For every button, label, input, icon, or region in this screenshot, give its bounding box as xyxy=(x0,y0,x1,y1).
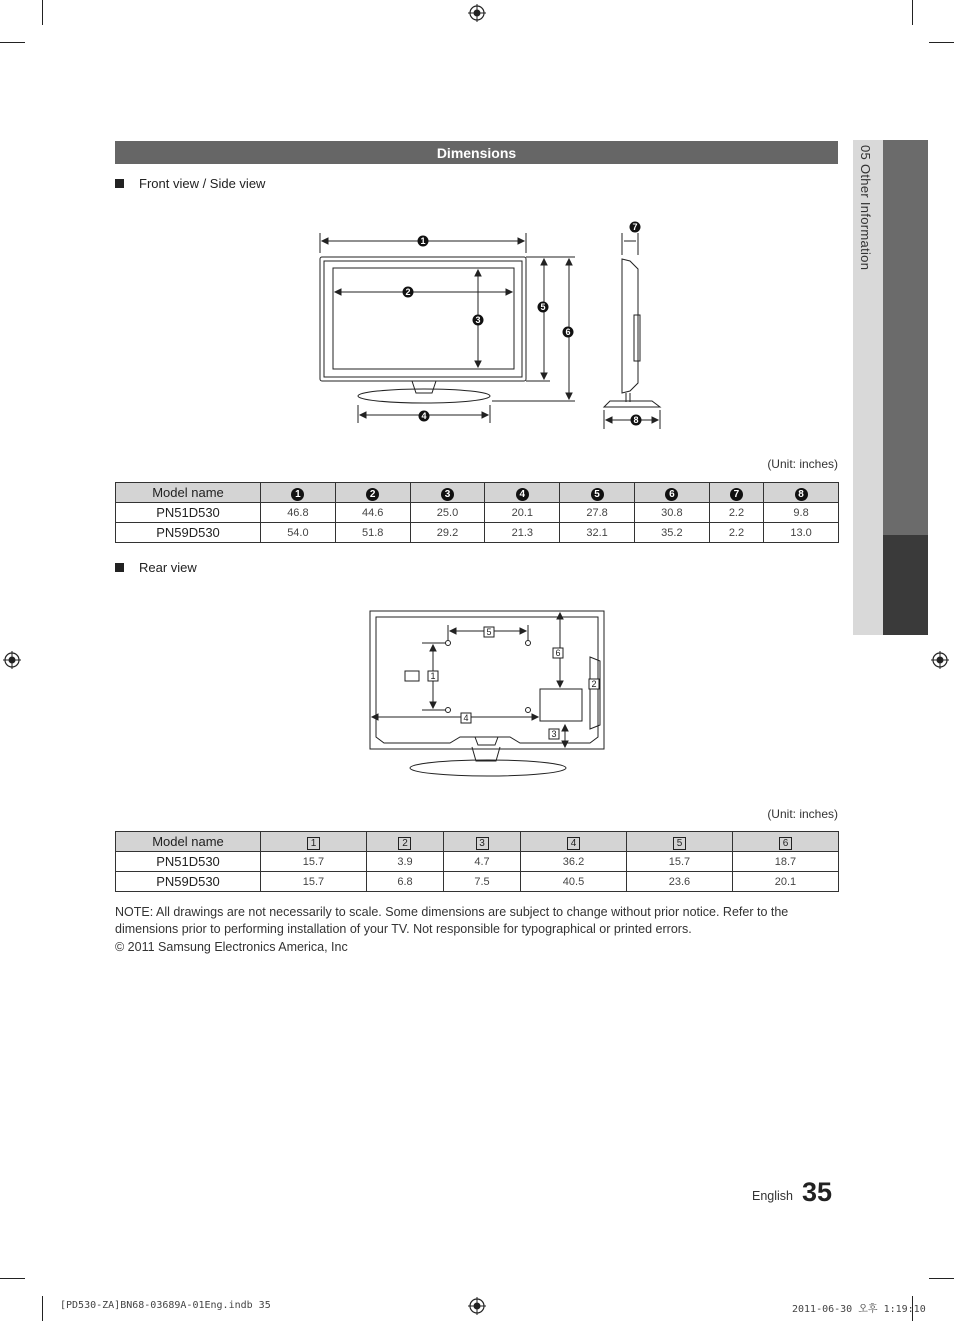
column-header: 7 xyxy=(709,483,763,503)
front-dimensions-table xyxy=(115,482,839,543)
svg-text:5: 5 xyxy=(486,627,492,637)
front-side-view-diagram xyxy=(300,215,680,435)
front-view-label: Front view / Side view xyxy=(115,176,265,191)
crop-mark xyxy=(929,42,954,43)
value-cell: 15.7 xyxy=(627,852,733,872)
value-cell: 15.7 xyxy=(261,872,367,892)
svg-text:1: 1 xyxy=(430,671,436,681)
unit-label: (Unit: inches) xyxy=(767,807,838,821)
model-name-cell: PN51D530 xyxy=(116,852,261,872)
table-row xyxy=(116,503,839,523)
side-tab-label: 05 Other Information xyxy=(858,145,873,271)
svg-text:3: 3 xyxy=(475,315,481,325)
value-cell: 20.1 xyxy=(485,503,560,523)
value-cell: 18.7 xyxy=(732,852,838,872)
value-cell: 20.1 xyxy=(732,872,838,892)
bullet-icon xyxy=(115,179,124,188)
column-header: 2 xyxy=(366,832,443,852)
crop-mark xyxy=(0,1278,25,1279)
table-header-row xyxy=(116,483,839,503)
svg-text:2: 2 xyxy=(591,679,597,689)
column-header: 6 xyxy=(634,483,709,503)
value-cell: 35.2 xyxy=(634,523,709,543)
unit-label: (Unit: inches) xyxy=(767,457,838,471)
bullet-icon xyxy=(115,563,124,572)
registration-mark-icon xyxy=(468,4,486,22)
rear-view-diagram xyxy=(360,605,610,785)
crop-mark xyxy=(42,0,43,25)
value-cell: 54.0 xyxy=(261,523,336,543)
side-tab-active xyxy=(883,535,928,635)
value-cell: 25.0 xyxy=(410,503,485,523)
column-header: 1 xyxy=(261,832,367,852)
side-tab-dark xyxy=(883,140,928,535)
column-header: 8 xyxy=(764,483,839,503)
crop-mark xyxy=(912,0,913,25)
value-cell: 13.0 xyxy=(764,523,839,543)
column-header: 6 xyxy=(732,832,838,852)
value-cell: 27.8 xyxy=(560,503,635,523)
svg-text:4: 4 xyxy=(463,713,469,723)
column-header: 5 xyxy=(560,483,635,503)
svg-text:7: 7 xyxy=(632,222,638,232)
column-header: 3 xyxy=(410,483,485,503)
value-cell: 7.5 xyxy=(444,872,521,892)
rear-view-label: Rear view xyxy=(115,560,197,575)
table-row xyxy=(116,852,839,872)
svg-text:4: 4 xyxy=(421,411,427,421)
disclaimer-note: NOTE: All drawings are not necessarily to scale. Some dimensions are subject to change without prior notice. Refer to the dimensions prior to performing installation of your TV. Not responsible for typographical or printed errors. xyxy=(115,905,789,936)
value-cell: 46.8 xyxy=(261,503,336,523)
value-cell: 9.8 xyxy=(764,503,839,523)
registration-mark-icon xyxy=(468,1297,486,1315)
table-row xyxy=(116,523,839,543)
copyright-text: © 2011 Samsung Electronics America, Inc xyxy=(115,940,348,954)
value-cell: 40.5 xyxy=(521,872,627,892)
value-cell: 30.8 xyxy=(634,503,709,523)
svg-text:3: 3 xyxy=(551,729,557,739)
table-row xyxy=(116,872,839,892)
value-cell: 21.3 xyxy=(485,523,560,543)
crop-mark xyxy=(929,1278,954,1279)
value-cell: 29.2 xyxy=(410,523,485,543)
footer-language: English xyxy=(752,1189,793,1203)
value-cell: 36.2 xyxy=(521,852,627,872)
rear-dimensions-table xyxy=(115,831,839,892)
slug-filename: [PD530-ZA]BN68-03689A-01Eng.indb 35 xyxy=(60,1300,271,1311)
registration-mark-icon xyxy=(931,651,949,669)
value-cell: 23.6 xyxy=(627,872,733,892)
column-header: 4 xyxy=(521,832,627,852)
svg-text:5: 5 xyxy=(540,302,546,312)
model-name-cell: PN59D530 xyxy=(116,872,261,892)
registration-mark-icon xyxy=(3,651,21,669)
value-cell: 2.2 xyxy=(709,523,763,543)
column-header: 1 xyxy=(261,483,336,503)
value-cell: 6.8 xyxy=(366,872,443,892)
value-cell: 15.7 xyxy=(261,852,367,872)
value-cell: 32.1 xyxy=(560,523,635,543)
model-name-cell: PN51D530 xyxy=(116,503,261,523)
model-name-cell: PN59D530 xyxy=(116,523,261,543)
column-header: 3 xyxy=(444,832,521,852)
value-cell: 4.7 xyxy=(444,852,521,872)
column-header: 5 xyxy=(627,832,733,852)
svg-text:1: 1 xyxy=(420,236,426,246)
svg-text:6: 6 xyxy=(565,327,571,337)
section-title: Dimensions xyxy=(115,141,838,164)
crop-mark xyxy=(0,42,25,43)
page-number: 35 xyxy=(802,1177,833,1207)
svg-text:6: 6 xyxy=(555,648,561,658)
column-header: 2 xyxy=(335,483,410,503)
value-cell: 44.6 xyxy=(335,503,410,523)
table-header-row xyxy=(116,832,839,852)
value-cell: 2.2 xyxy=(709,503,763,523)
column-header: Model name xyxy=(116,832,261,852)
value-cell: 51.8 xyxy=(335,523,410,543)
value-cell: 3.9 xyxy=(366,852,443,872)
column-header: 4 xyxy=(485,483,560,503)
svg-text:2: 2 xyxy=(405,287,411,297)
svg-text:8: 8 xyxy=(633,415,639,425)
column-header: Model name xyxy=(116,483,261,503)
slug-date: 2011-06-30 오후 1:19:10 xyxy=(792,1304,926,1315)
crop-mark xyxy=(42,1296,43,1321)
